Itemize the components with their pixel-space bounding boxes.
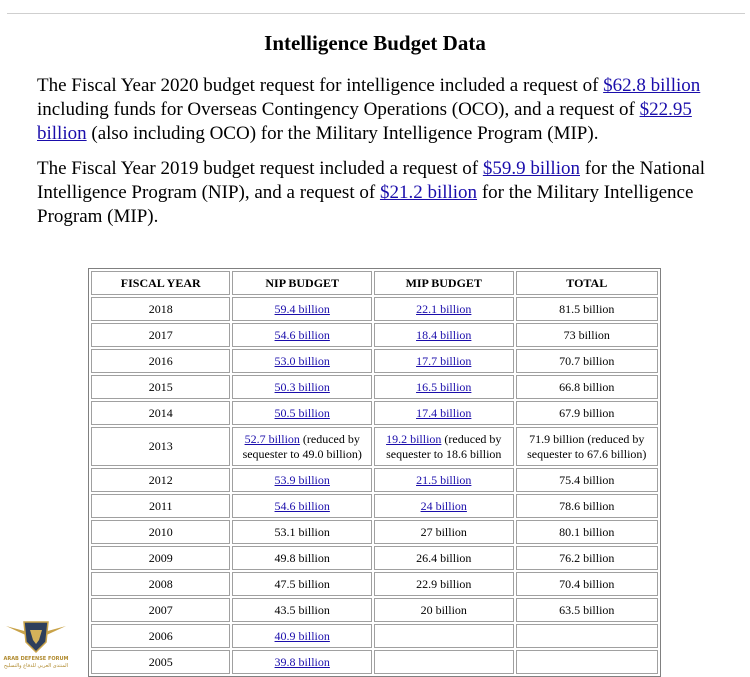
nip-budget-value: 53.1 billion [274,524,330,539]
mip-budget-value: 20 billion [420,602,467,617]
watermark-line2: المنتدى العربي للدفاع والتسليح [3,663,69,669]
cell-fiscal-year: 2009 [91,546,230,570]
cell-fiscal-year: 2008 [91,572,230,596]
nip-budget-link[interactable]: 50.3 billion [274,379,330,394]
cell-nip-budget [232,427,372,466]
cell-fiscal-year: 2018 [91,297,230,321]
table-header-row [91,271,658,295]
mip-budget-value: 26.4 billion [416,550,472,565]
table-row [91,427,658,466]
cell-nip-budget [232,349,372,373]
nip-budget-link[interactable]: 52.7 billion [244,431,300,446]
cell-nip-budget [232,650,372,674]
cell-total: 78.6 billion [516,494,659,518]
table-row [91,572,658,596]
link-fy2020-mip-request[interactable]: $22.95 billion [37,99,692,144]
budget-table-body [91,297,658,674]
cell-fiscal-year: 2014 [91,401,230,425]
cell-fiscal-year: 2005 [91,650,230,674]
cell-total: 80.1 billion [516,520,659,544]
nip-budget-note: (reduced by sequester to 49.0 billion) [242,431,362,461]
cell-total: 70.4 billion [516,572,659,596]
paragraph-text: (also including OCO) for the Military Intelligence Program (MIP). [86,123,599,144]
nip-budget-link[interactable]: 50.5 billion [274,405,330,420]
header-total: TOTAL [516,271,659,295]
paragraph-fy2020 [37,74,727,146]
cell-nip-budget [232,401,372,425]
cell-total: 75.4 billion [516,468,659,492]
budget-table [88,268,661,677]
top-divider [7,13,745,14]
link-fy2019-nip-request[interactable]: $59.9 billion [482,158,580,179]
cell-nip-budget [232,624,372,648]
cell-total [516,650,659,674]
cell-total: 81.5 billion [516,297,659,321]
mip-budget-link[interactable]: 19.2 billion [386,431,442,446]
cell-mip-budget [374,375,514,399]
nip-budget-value: 47.5 billion [274,576,330,591]
cell-nip-budget [232,297,372,321]
cell-fiscal-year: 2010 [91,520,230,544]
cell-mip-budget [374,546,514,570]
cell-fiscal-year: 2016 [91,349,230,373]
cell-fiscal-year: 2011 [91,494,230,518]
paragraph-fy2019 [37,157,727,229]
cell-mip-budget [374,427,514,466]
nip-budget-link[interactable]: 59.4 billion [274,301,330,316]
table-row [91,401,658,425]
table-row [91,349,658,373]
cell-fiscal-year: 2007 [91,598,230,622]
cell-nip-budget [232,546,372,570]
mip-budget-link[interactable]: 24 billion [420,498,467,513]
nip-budget-value: 49.8 billion [274,550,330,565]
link-fy2020-intelligence-request[interactable]: $62.8 billion [603,75,701,96]
table-row [91,468,658,492]
table-row [91,297,658,321]
cell-total: 70.7 billion [516,349,659,373]
watermark-logo [2,612,70,670]
cell-fiscal-year: 2012 [91,468,230,492]
cell-nip-budget [232,375,372,399]
page-title: Intelligence Budget Data [264,31,486,55]
cell-nip-budget [232,572,372,596]
mip-budget-link[interactable]: 16.5 billion [416,379,472,394]
table-row [91,520,658,544]
table-row [91,624,658,648]
mip-budget-value: 27 billion [420,524,467,539]
cell-total: 66.8 billion [516,375,659,399]
cell-fiscal-year: 2015 [91,375,230,399]
cell-total: 76.2 billion [516,546,659,570]
cell-fiscal-year: 2006 [91,624,230,648]
header-mip-budget: MIP BUDGET [374,271,514,295]
mip-budget-link[interactable]: 18.4 billion [416,327,472,342]
table-row [91,650,658,674]
cell-nip-budget [232,494,372,518]
table-row [91,375,658,399]
cell-mip-budget [374,598,514,622]
mip-budget-note: (reduced by sequester to 18.6 billion [386,431,502,461]
cell-total [516,624,659,648]
cell-nip-budget [232,598,372,622]
cell-mip-budget [374,520,514,544]
cell-mip-budget [374,468,514,492]
paragraph-text: including funds for Overseas Contingency Operations (OCO), and a request of [37,99,640,120]
cell-mip-budget [374,297,514,321]
mip-budget-link[interactable]: 22.1 billion [416,301,472,316]
nip-budget-link[interactable]: 54.6 billion [274,498,330,513]
header-fiscal-year: FISCAL YEAR [91,271,230,295]
cell-total: 71.9 billion (reduced by sequester to 67.6 billion) [516,427,659,466]
cell-fiscal-year: 2017 [91,323,230,347]
cell-mip-budget [374,323,514,347]
cell-nip-budget [232,468,372,492]
falcon-shield-logo-icon [2,612,70,656]
cell-total: 63.5 billion [516,598,659,622]
cell-mip-budget [374,650,514,674]
watermark-line1: ARAB DEFENSE FORUM [3,656,69,662]
cell-mip-budget [374,624,514,648]
cell-fiscal-year: 2013 [91,427,230,466]
cell-nip-budget [232,520,372,544]
mip-budget-value: 22.9 billion [416,576,472,591]
mip-budget-link[interactable]: 17.7 billion [416,353,472,368]
paragraph-text: The Fiscal Year 2019 budget request included a request of [37,158,483,179]
link-fy2019-mip-request[interactable]: $21.2 billion [379,182,478,203]
table-row [91,323,658,347]
nip-budget-link[interactable]: 54.6 billion [274,327,330,342]
cell-total: 73 billion [516,323,659,347]
table-row [91,598,658,622]
paragraph-text: for the National Intelligence Program (NIP), and a request of [37,158,706,203]
cell-mip-budget [374,349,514,373]
nip-budget-link[interactable]: 53.0 billion [274,353,330,368]
nip-budget-value: 43.5 billion [274,602,330,617]
cell-mip-budget [374,494,514,518]
cell-total: 67.9 billion [516,401,659,425]
cell-mip-budget [374,572,514,596]
paragraph-text: for the Military Intelligence Program (MIP). [37,182,694,227]
cell-nip-budget [232,323,372,347]
nip-budget-link[interactable]: 39.8 billion [274,654,330,669]
table-row [91,494,658,518]
mip-budget-link[interactable]: 21.5 billion [416,472,472,487]
mip-budget-link[interactable]: 17.4 billion [416,405,472,420]
paragraph-text: The Fiscal Year 2020 budget request for intelligence included a request of [37,75,604,96]
header-nip-budget: NIP BUDGET [232,271,372,295]
nip-budget-link[interactable]: 40.9 billion [274,628,330,643]
cell-mip-budget [374,401,514,425]
nip-budget-link[interactable]: 53.9 billion [274,472,330,487]
table-row [91,546,658,570]
